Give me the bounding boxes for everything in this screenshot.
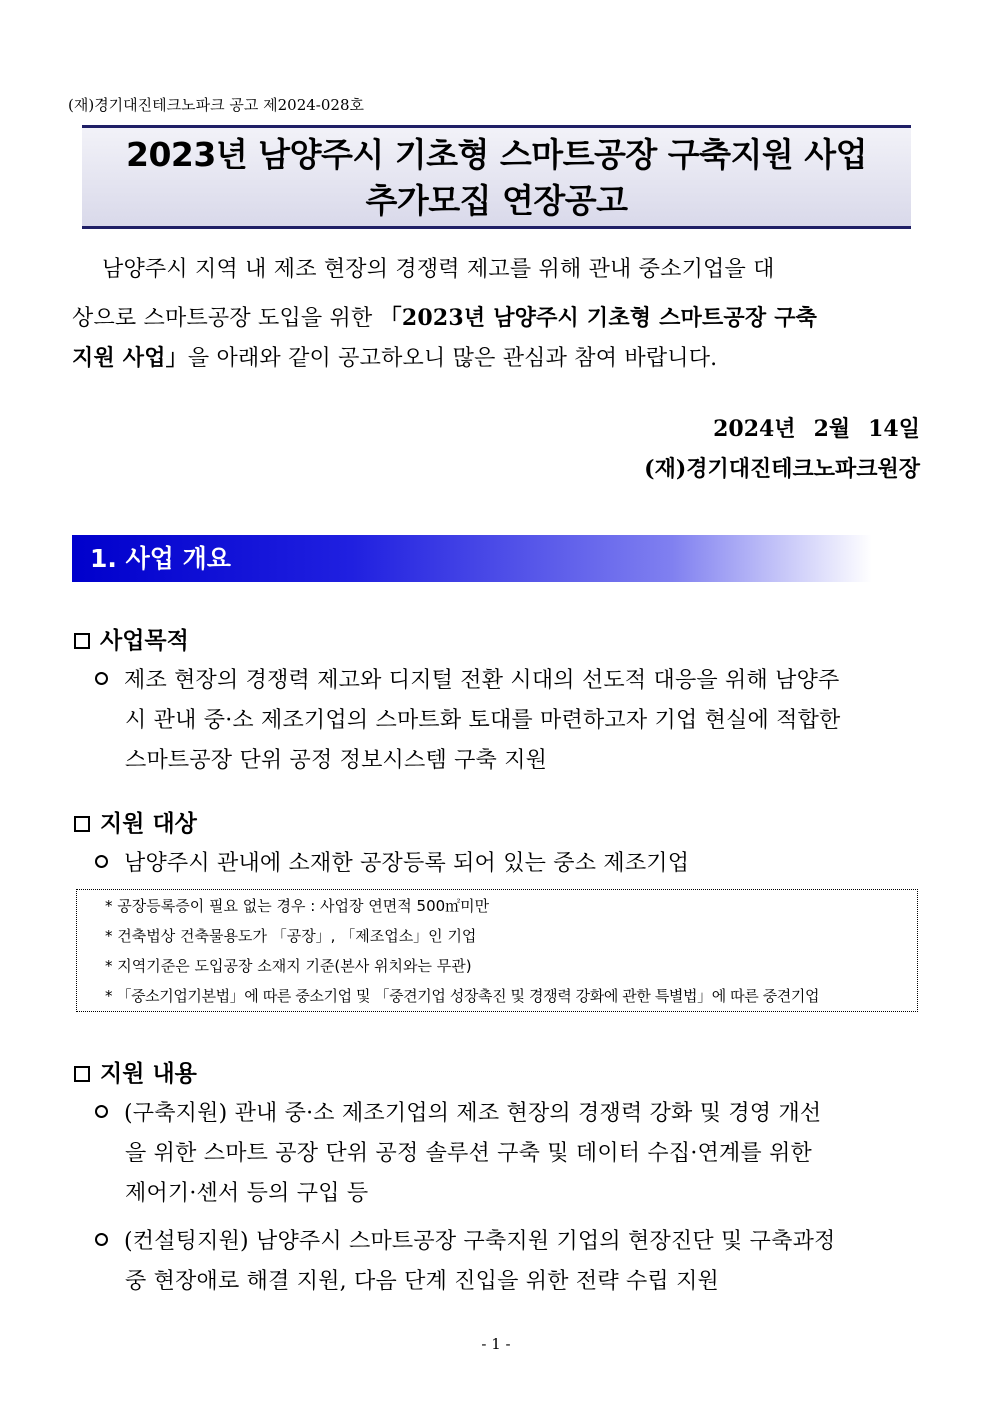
note-item: * 공장등록증이 필요 없는 경우 : 사업장 연면적 500㎡미만 bbox=[105, 897, 490, 915]
content-item-1-line-1-text: (구축지원) 관내 중·소 제조기업의 제조 현장의 경쟁력 강화 및 경영 개선 bbox=[124, 1101, 822, 1126]
circle-bullet-icon bbox=[95, 1105, 108, 1118]
intro-line-2-text: 상으로 스마트공장 도입을 위한 bbox=[72, 306, 380, 331]
content-item-1-line-1 bbox=[95, 1096, 821, 1127]
page-number: - 1 - bbox=[481, 1335, 511, 1353]
circle-bullet-icon bbox=[95, 855, 108, 868]
target-line bbox=[95, 846, 689, 877]
note-item: * 건축법상 건축물용도가 「공장」, 「제조업소」인 기업 bbox=[105, 927, 477, 945]
square-icon bbox=[74, 633, 90, 649]
target-heading-text: 지원 대상 bbox=[100, 810, 197, 837]
content-item-2-line-2: 중 현장애로 해결 지원, 다음 단계 진입을 위한 전략 수립 지원 bbox=[125, 1269, 719, 1294]
purpose-line-1 bbox=[95, 663, 840, 694]
note-item: * 「중소기업기본법」에 따른 중소기업 및 「중견기업 성장촉진 및 경쟁력 강화에 관한 특별법」에 따른 중견기업 bbox=[105, 987, 820, 1005]
intro-line-3-text: 을 아래와 같이 공고하오니 많은 관심과 참여 바랍니다. bbox=[187, 346, 718, 371]
intro-line-2 bbox=[72, 296, 922, 341]
purpose-line-1-text: 제조 현장의 경쟁력 제고와 디지털 전환 시대의 선도적 대응을 위해 남양주 bbox=[124, 668, 840, 693]
target-notes-box bbox=[76, 889, 918, 1012]
content-item-2-line-1 bbox=[95, 1224, 835, 1255]
purpose-line-2: 시 관내 중·소 제조기업의 스마트화 토대를 마련하고자 기업 현실에 적합한 bbox=[125, 708, 841, 733]
intro-program-name-b: 지원 사업」 bbox=[72, 345, 188, 371]
content-item-1-line-3: 제어기·센서 등의 구입 등 bbox=[125, 1181, 369, 1206]
issuer: (재)경기대진테크노파크원장 bbox=[644, 456, 920, 482]
date-day: 14일 bbox=[868, 416, 920, 442]
notice-date bbox=[713, 412, 920, 443]
purpose-line-3: 스마트공장 단위 공정 정보시스템 구축 지원 bbox=[125, 748, 548, 773]
square-icon bbox=[74, 816, 90, 832]
intro-program-name-a: 「2023년 남양주시 기초형 스마트공장 구축 bbox=[379, 305, 818, 331]
note-item: * 지역기준은 도입공장 소재지 기준(본사 위치와는 무관) bbox=[105, 957, 472, 975]
content-heading bbox=[74, 1055, 197, 1088]
title-line-1: 2023년 남양주시 기초형 스마트공장 구축지원 사업 bbox=[126, 135, 867, 174]
purpose-heading-text: 사업목적 bbox=[100, 627, 189, 654]
purpose-heading bbox=[74, 622, 189, 655]
section-1-header: 1. 사업 개요 bbox=[72, 535, 872, 582]
content-item-2-line-1-text: (컨설팅지원) 남양주시 스마트공장 구축지원 기업의 현장진단 및 구축과정 bbox=[124, 1229, 836, 1254]
circle-bullet-icon bbox=[95, 1233, 108, 1246]
notice-number: (재)경기대진테크노파크 공고 제2024-028호 bbox=[68, 96, 364, 114]
date-year: 2024년 bbox=[713, 416, 796, 442]
intro-line-3 bbox=[72, 336, 922, 381]
square-icon bbox=[74, 1066, 90, 1082]
intro-line-1: 남양주시 지역 내 제조 현장의 경쟁력 제고를 위해 관내 중소기업을 대 bbox=[102, 257, 775, 282]
title-box bbox=[82, 125, 911, 229]
date-month: 2월 bbox=[813, 416, 851, 442]
title-line-2: 추가모집 연장공고 bbox=[365, 181, 628, 220]
target-heading bbox=[74, 805, 197, 838]
circle-bullet-icon bbox=[95, 672, 108, 685]
content-item-1-line-2: 을 위한 스마트 공장 단위 공정 솔루션 구축 및 데이터 수집·연계를 위한 bbox=[125, 1141, 812, 1166]
content-heading-text: 지원 내용 bbox=[100, 1060, 197, 1087]
target-line-text: 남양주시 관내에 소재한 공장등록 되어 있는 중소 제조기업 bbox=[124, 851, 690, 876]
